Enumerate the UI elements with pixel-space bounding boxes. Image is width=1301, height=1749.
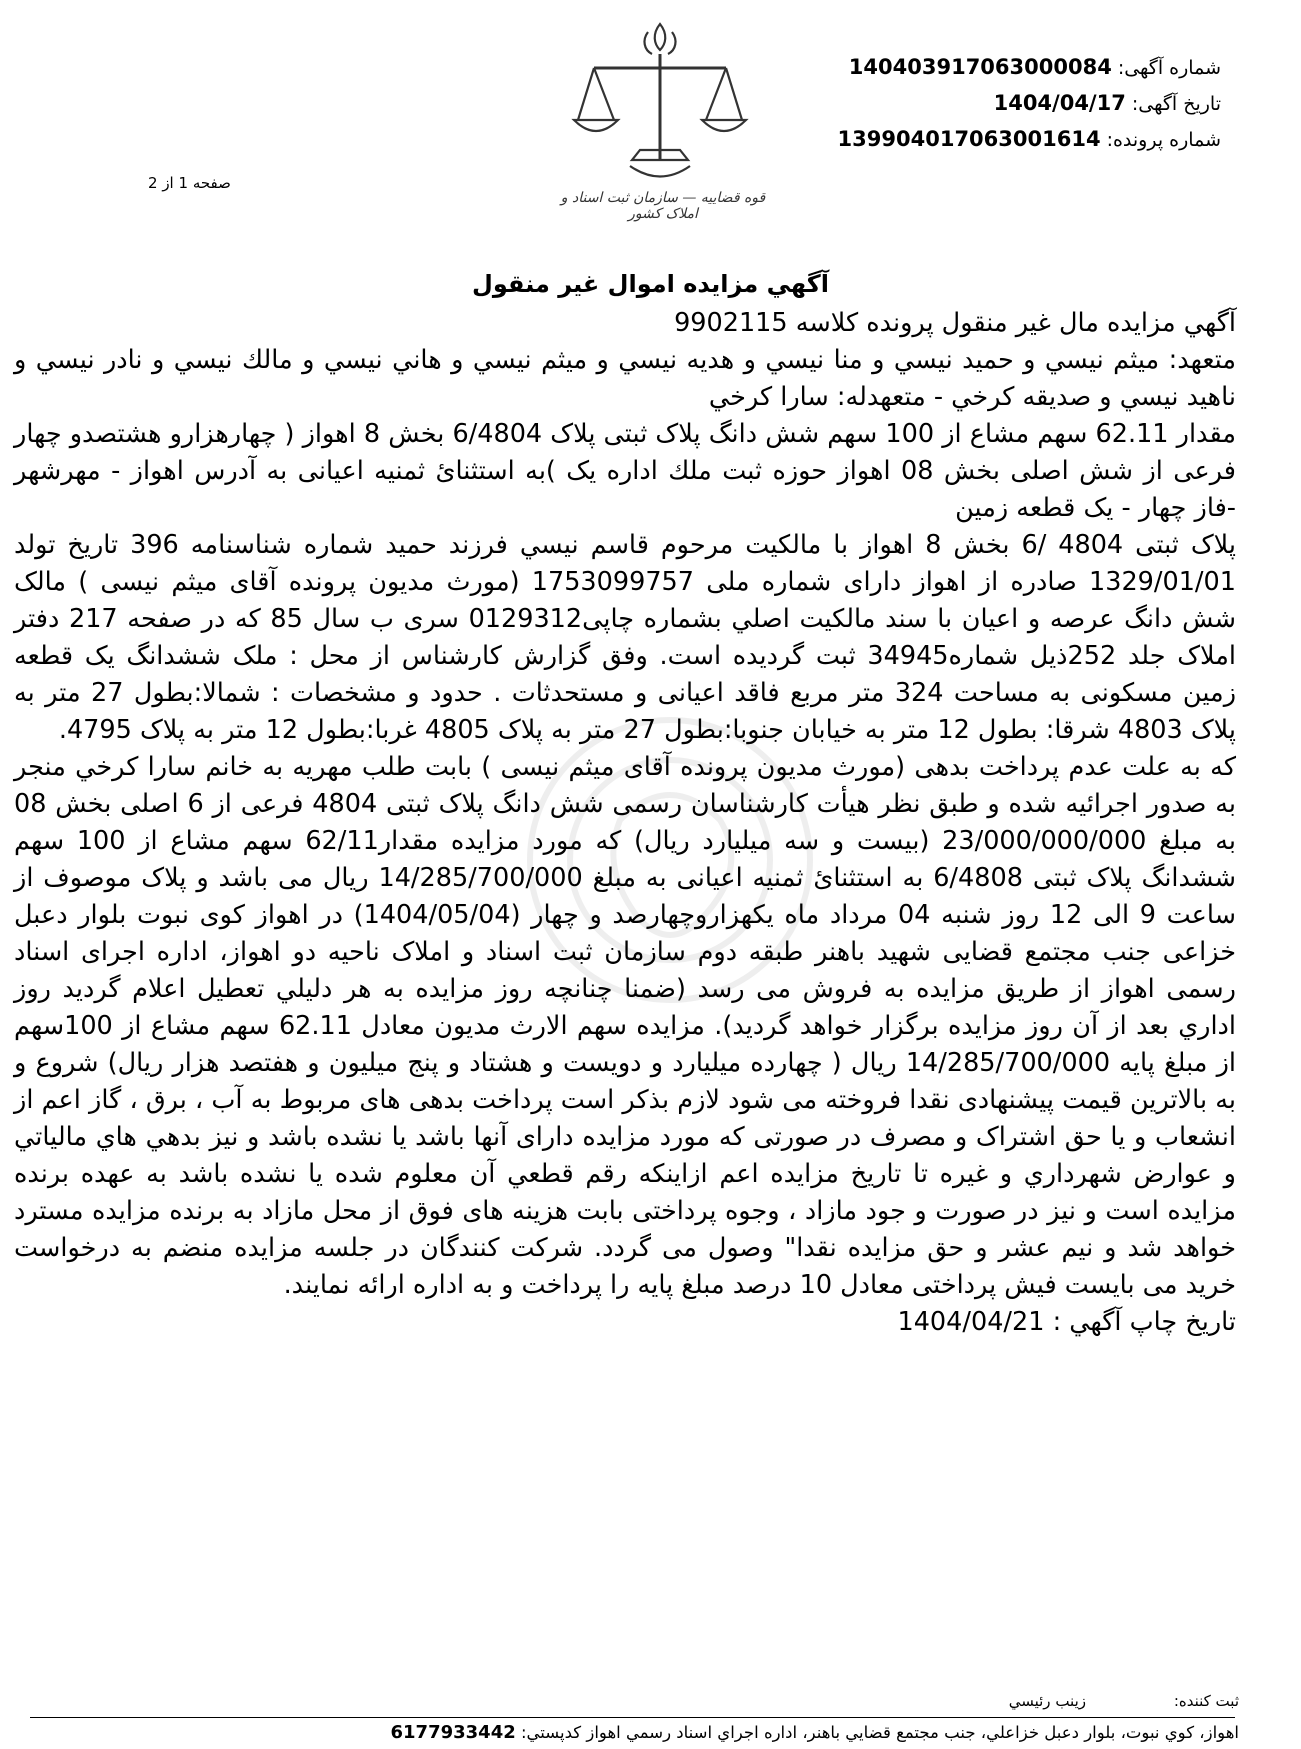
body-paragraph-1: آگهي مزايده مال غير منقول پرونده كلاسه 9902115 [674, 308, 1236, 338]
body-paragraph-3: مقدار 62.11 سهم مشاع از 100 سهم شش دانگ پلاک ثبتی پلاک 6/4804 بخش 8 اهواز ( چهارهزارو هشتصدو چهار فرعی از شش اصلی بخش 08 اهواز حوزه ثبت ملك اداره يک )به استثنائ ثمنيه اعيانی به آدرس اهواز - مهرشهر -فاز چهار - يک قطعه زمين [14, 419, 1237, 523]
judiciary-emblem-icon [560, 10, 760, 220]
notice-body [14, 305, 1236, 1341]
footer-address-text: اهواز، كوي نبوت، بلوار دعبل خزاعلي، جنب مجتمع قضايي باهنر، اداره اجراي اسناد رسمي اهواز كدپستي: [521, 1723, 1239, 1742]
notice-number-label: شماره آگهی: [1117, 57, 1221, 79]
signature-row [0, 1692, 1301, 1708]
notice-meta [751, 50, 1221, 158]
print-date-row [14, 1304, 1236, 1341]
emblem-caption: قوه قضاییه — سازمان ثبت اسناد و املاک کشور [560, 190, 766, 222]
case-number: 139904017063001614 [837, 127, 1101, 151]
notice-number: 140403917063000084 [848, 55, 1112, 79]
case-number-label: شماره پرونده: [1106, 129, 1221, 151]
notice-date-label: تاریخ آگهی: [1131, 93, 1221, 115]
notice-date-row [751, 86, 1221, 122]
print-date-label: تاريخ چاپ آگهي : [1052, 1307, 1236, 1337]
body-paragraph-5: كه به علت عدم پرداخت بدهی (مورث مديون پرونده آقای ميثم نيسی ) بابت طلب مهريه به خانم سارا كرخي منجر به صدور اجرائيه شده و طبق نظر هيأت كارشناسان رسمی شش دانگ پلاک ثبتی 4804 فرعی از 6 اصلی بخش 08 به مبلغ 23/000/000/000 (بيست و سه ميليارد ريال) كه مورد مزايده مقدار62/11 سهم مشاع از 100 سهم ششدانگ پلاک ثبتی 6/4808 به استثنائ ثمنيه اعيانی به مبلغ 14/285/700/000 ريال می باشد و پلاک موصوف از ساعت 9 الی 12 روز شنبه 04 مرداد ماه يكهزاروچهارصد و چهار (1404/05/04) در اهواز كوی نبوت بلوار دعبل خزاعی جنب مجتمع قضايی شهيد باهنر طبقه دوم سازمان ثبت اسناد و املاک ناحيه دو اهواز، اداره اجرای اسناد رسمی اهواز از طريق مزايده به فروش می رسد (ضمنا چنانچه روز مزايده به هر دليلي تعطيل اعلام گرديد روز اداري بعد از آن روز مزايده برگزار خواهد گرديد). مزايده سهم الارث مديون معادل 62.11 سهم مشاع از 100سهم از مبلغ پايه 14/285/700/000 ريال ( چهارده ميليارد و دويست و هشتاد و پنج ميليون و هفتصد هزار ريال) شروع و به بالاترين قيمت پيشنهادی نقدا فروخته می شود لازم بذكر است پرداخت بدهی های مربوط به آب ، برق ، گاز اعم از انشعاب و يا حق اشتراک و مصرف در صورتی كه مورد مزايده دارای آنها باشد يا نشده باشد و نيز بدهي هاي مالياتي و عوارض شهرداري و غيره تا تاريخ مزايده اعم ازاينكه رقم قطعي آن معلوم شده يا نشده باشد به عهده برنده مزايده است و نيز در صورت و جود مازاد ، وجوه پرداختی بابت هزينه های فوق از محل مازاد به برنده مزايده مسترد خواهد شد و نيم عشر و حق مزايده نقدا" وصول می گردد. شركت كنندگان در جلسه مزايده منضم به درخواست خريد می بايست فيش پرداختی معادل 10 درصد مبلغ پايه را پرداخت و به اداره ارائه نمايند. [14, 752, 1237, 1300]
registrar-name: زينب رئيسي [1008, 1692, 1086, 1710]
body-paragraph-2: متعهد: ميثم نيسي و حميد نيسي و منا نيسي و هديه نيسي و ميثم نيسي و هاني نيسي و مالك نيسي و نادر نيسي و ناهيد نيسي و صديقه كرخي - متعهدله: سارا كرخي [14, 345, 1236, 412]
notice-title: آگهي مزايده اموال غير منقول [472, 270, 829, 298]
notice-number-row [751, 50, 1221, 86]
case-number-row [751, 122, 1221, 158]
body-paragraph-4: پلاک ثبتی 4804 /6 بخش 8 اهواز با مالكيت مرحوم قاسم نيسي فرزند حميد شماره شناسنامه 396 تاريخ تولد 1329/01/01 صادره از اهواز دارای شماره ملی 1753099757 (مورث مديون پرونده آقای ميثم نيسی ) مالک شش دانگ عرصه و اعيان با سند مالكيت اصلي بشماره چاپی0129312 سری ب سال 85 كه در صفحه 217 دفتر املاک جلد 252ذيل شماره34945 ثبت گرديده است. وفق گزارش كارشناس از محل : ملک ششدانگ يک قطعه زمين مسكونی به مساحت 324 متر مربع فاقد اعيانی و مستحدثات . حدود و مشخصات : شمالا:بطول 27 متر به پلاک 4803 شرقا: بطول 12 متر به خيابان جنوبا:بطول 27 متر به پلاک 4805 غربا:بطول 12 متر به پلاک 4795. [14, 530, 1237, 745]
registrar-label: ثبت كننده: [1173, 1692, 1239, 1710]
notice-date: 1404/04/17 [993, 91, 1126, 115]
footer-divider [30, 1717, 1235, 1718]
print-date: 1404/04/21 [897, 1307, 1045, 1337]
page-indicator: صفحه 1 از 2 [148, 174, 231, 192]
footer-address [391, 1722, 1240, 1743]
footer-postal-code: 6177933442 [390, 1722, 516, 1743]
